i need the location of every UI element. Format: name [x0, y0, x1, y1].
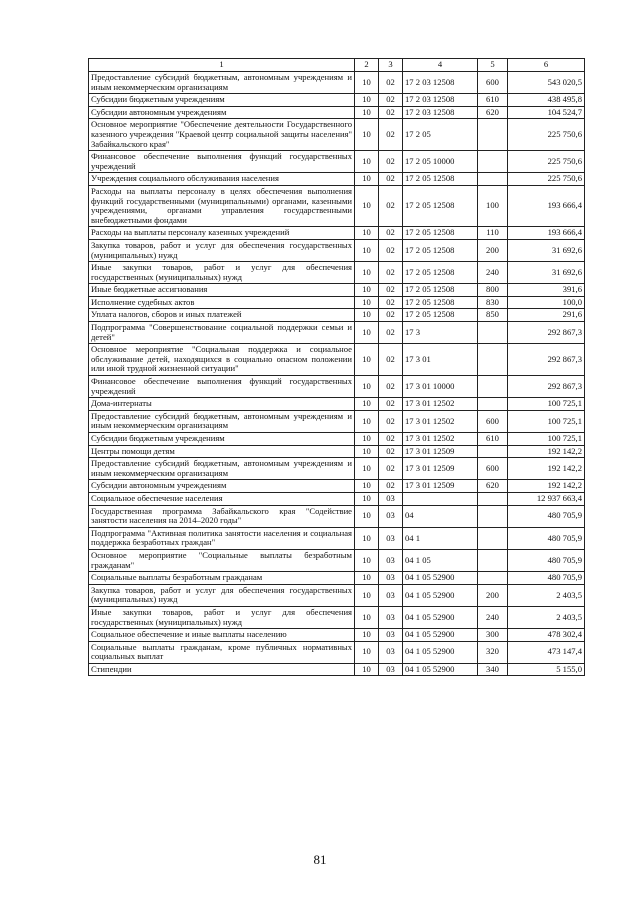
- row-name-cell: Расходы на выплаты персоналу в целях обеспечения выполнения функций государственными (муниципальными) органами, казенными учреждениями, органами управления государственными внебюджетными фондами: [89, 185, 355, 226]
- header-row: [89, 59, 585, 72]
- expense-type-code-cell: 200: [478, 239, 508, 261]
- subsection-code-cell: 02: [379, 480, 403, 493]
- column-header-5: 5: [478, 59, 508, 72]
- expense-type-code-cell: [478, 322, 508, 344]
- subsection-code-cell: 03: [379, 584, 403, 606]
- section-code-cell: 10: [355, 641, 379, 663]
- table-row: [89, 606, 585, 628]
- target-item-code-cell: [403, 492, 478, 505]
- subsection-code-cell: 02: [379, 173, 403, 186]
- expense-type-code-cell: 240: [478, 262, 508, 284]
- row-name-cell: Социальные выплаты гражданам, кроме публичных нормативных социальных выплат: [89, 641, 355, 663]
- amount-cell: 292 867,3: [508, 322, 585, 344]
- expense-type-code-cell: 620: [478, 106, 508, 119]
- expense-type-code-cell: 620: [478, 480, 508, 493]
- target-item-code-cell: 17 3 01 12502: [403, 398, 478, 411]
- expense-type-code-cell: 610: [478, 94, 508, 107]
- expense-type-code-cell: [478, 376, 508, 398]
- row-name-cell: Иные закупки товаров, работ и услуг для обеспечения государственных (муниципальных) нужд: [89, 606, 355, 628]
- amount-cell: 2 403,5: [508, 584, 585, 606]
- row-name-cell: Основное мероприятие "Социальная поддержка и социальное обслуживание детей, находящихся в социально опасном положении или иной трудной жизненной ситуации": [89, 344, 355, 376]
- table-row: [89, 151, 585, 173]
- table-row: [89, 572, 585, 585]
- target-item-code-cell: 17 2 05 12508: [403, 262, 478, 284]
- amount-cell: 104 524,7: [508, 106, 585, 119]
- section-code-cell: 10: [355, 584, 379, 606]
- row-name-cell: Предоставление субсидий бюджетным, автономным учреждениям и иным некоммерческим организациям: [89, 72, 355, 94]
- row-name-cell: Финансовое обеспечение выполнения функций государственных учреждений: [89, 151, 355, 173]
- table-row: [89, 296, 585, 309]
- table-row: [89, 376, 585, 398]
- expense-type-code-cell: 830: [478, 296, 508, 309]
- table-row: [89, 527, 585, 549]
- expense-type-code-cell: 850: [478, 309, 508, 322]
- expense-type-code-cell: 110: [478, 227, 508, 240]
- target-item-code-cell: 04 1 05 52900: [403, 663, 478, 676]
- target-item-code-cell: 17 2 03 12508: [403, 106, 478, 119]
- row-name-cell: Предоставление субсидий бюджетным, автономным учреждениям и иным некоммерческим организациям: [89, 458, 355, 480]
- target-item-code-cell: 17 3: [403, 322, 478, 344]
- section-code-cell: 10: [355, 309, 379, 322]
- section-code-cell: 10: [355, 492, 379, 505]
- amount-cell: 192 142,2: [508, 458, 585, 480]
- row-name-cell: Расходы на выплаты персоналу казенных учреждений: [89, 227, 355, 240]
- subsection-code-cell: 02: [379, 227, 403, 240]
- expense-type-code-cell: [478, 398, 508, 411]
- section-code-cell: 10: [355, 72, 379, 94]
- expense-type-code-cell: 240: [478, 606, 508, 628]
- target-item-code-cell: 17 3 01 12509: [403, 458, 478, 480]
- section-code-cell: 10: [355, 505, 379, 527]
- section-code-cell: 10: [355, 480, 379, 493]
- target-item-code-cell: 17 3 01: [403, 344, 478, 376]
- expense-type-code-cell: 300: [478, 629, 508, 642]
- section-code-cell: 10: [355, 663, 379, 676]
- amount-cell: 292 867,3: [508, 344, 585, 376]
- amount-cell: 480 705,9: [508, 549, 585, 571]
- table-row: [89, 641, 585, 663]
- subsection-code-cell: 02: [379, 239, 403, 261]
- expense-type-code-cell: [478, 492, 508, 505]
- target-item-code-cell: 17 2 05 12508: [403, 227, 478, 240]
- subsection-code-cell: 03: [379, 641, 403, 663]
- section-code-cell: 10: [355, 239, 379, 261]
- row-name-cell: Иные бюджетные ассигнования: [89, 284, 355, 297]
- expense-type-code-cell: 340: [478, 663, 508, 676]
- target-item-code-cell: 17 2 03 12508: [403, 94, 478, 107]
- amount-cell: 193 666,4: [508, 185, 585, 226]
- row-name-cell: Дома-интернаты: [89, 398, 355, 411]
- target-item-code-cell: 17 3 01 12509: [403, 445, 478, 458]
- target-item-code-cell: 04: [403, 505, 478, 527]
- amount-cell: 225 750,6: [508, 119, 585, 151]
- table-row: [89, 284, 585, 297]
- section-code-cell: 10: [355, 106, 379, 119]
- column-header-6: 6: [508, 59, 585, 72]
- section-code-cell: 10: [355, 296, 379, 309]
- table-row: [89, 185, 585, 226]
- row-name-cell: Закупка товаров, работ и услуг для обеспечения государственных (муниципальных) нужд: [89, 584, 355, 606]
- amount-cell: 192 142,2: [508, 480, 585, 493]
- subsection-code-cell: 02: [379, 72, 403, 94]
- subsection-code-cell: 02: [379, 344, 403, 376]
- amount-cell: 100 725,1: [508, 410, 585, 432]
- expense-type-code-cell: 800: [478, 284, 508, 297]
- row-name-cell: Субсидии автономным учреждениям: [89, 480, 355, 493]
- row-name-cell: Предоставление субсидий бюджетным, автономным учреждениям и иным некоммерческим организациям: [89, 410, 355, 432]
- section-code-cell: 10: [355, 173, 379, 186]
- row-name-cell: Иные закупки товаров, работ и услуг для обеспечения государственных (муниципальных) нужд: [89, 262, 355, 284]
- table-row: [89, 410, 585, 432]
- amount-cell: 12 937 663,4: [508, 492, 585, 505]
- target-item-code-cell: 04 1: [403, 527, 478, 549]
- amount-cell: 31 692,6: [508, 239, 585, 261]
- section-code-cell: 10: [355, 445, 379, 458]
- table-row: [89, 458, 585, 480]
- subsection-code-cell: 02: [379, 262, 403, 284]
- subsection-code-cell: 03: [379, 629, 403, 642]
- column-header-3: 3: [379, 59, 403, 72]
- subsection-code-cell: 03: [379, 606, 403, 628]
- table-row: [89, 629, 585, 642]
- row-name-cell: Финансовое обеспечение выполнения функций государственных учреждений: [89, 376, 355, 398]
- section-code-cell: 10: [355, 322, 379, 344]
- table-row: [89, 173, 585, 186]
- expense-type-code-cell: [478, 173, 508, 186]
- expense-type-code-cell: [478, 572, 508, 585]
- budget-table: [88, 58, 585, 676]
- subsection-code-cell: 02: [379, 322, 403, 344]
- expense-type-code-cell: [478, 119, 508, 151]
- table-row: [89, 445, 585, 458]
- amount-cell: 480 705,9: [508, 527, 585, 549]
- expense-type-code-cell: 100: [478, 185, 508, 226]
- expense-type-code-cell: [478, 151, 508, 173]
- subsection-code-cell: 02: [379, 410, 403, 432]
- amount-cell: 31 692,6: [508, 262, 585, 284]
- expense-type-code-cell: 600: [478, 72, 508, 94]
- target-item-code-cell: 17 2 05 12508: [403, 296, 478, 309]
- row-name-cell: Центры помощи детям: [89, 445, 355, 458]
- subsection-code-cell: 02: [379, 296, 403, 309]
- table-row: [89, 227, 585, 240]
- section-code-cell: 10: [355, 572, 379, 585]
- row-name-cell: Исполнение судебных актов: [89, 296, 355, 309]
- section-code-cell: 10: [355, 227, 379, 240]
- subsection-code-cell: 02: [379, 376, 403, 398]
- target-item-code-cell: 04 1 05 52900: [403, 629, 478, 642]
- subsection-code-cell: 02: [379, 309, 403, 322]
- table-row: [89, 549, 585, 571]
- amount-cell: 543 020,5: [508, 72, 585, 94]
- section-code-cell: 10: [355, 151, 379, 173]
- expense-type-code-cell: [478, 445, 508, 458]
- subsection-code-cell: 02: [379, 433, 403, 446]
- page-number: 81: [313, 852, 327, 867]
- subsection-code-cell: 03: [379, 505, 403, 527]
- target-item-code-cell: 17 2 05: [403, 119, 478, 151]
- expense-type-code-cell: [478, 505, 508, 527]
- section-code-cell: 10: [355, 629, 379, 642]
- expense-type-code-cell: 600: [478, 458, 508, 480]
- target-item-code-cell: 17 2 05 10000: [403, 151, 478, 173]
- section-code-cell: 10: [355, 185, 379, 226]
- subsection-code-cell: 02: [379, 445, 403, 458]
- section-code-cell: 10: [355, 458, 379, 480]
- row-name-cell: Подпрограмма "Совершенствование социальной поддержки семьи и детей": [89, 322, 355, 344]
- subsection-code-cell: 03: [379, 663, 403, 676]
- target-item-code-cell: 17 2 05 12508: [403, 185, 478, 226]
- amount-cell: 100 725,1: [508, 433, 585, 446]
- target-item-code-cell: 04 1 05: [403, 549, 478, 571]
- expense-type-code-cell: 600: [478, 410, 508, 432]
- column-header-1: 1: [89, 59, 355, 72]
- table-row: [89, 94, 585, 107]
- row-name-cell: Субсидии автономным учреждениям: [89, 106, 355, 119]
- table-row: [89, 663, 585, 676]
- row-name-cell: Государственная программа Забайкальского края "Содействие занятости населения на 2014–2020 годы": [89, 505, 355, 527]
- row-name-cell: Социальные выплаты безработным гражданам: [89, 572, 355, 585]
- amount-cell: 480 705,9: [508, 572, 585, 585]
- expense-type-code-cell: 610: [478, 433, 508, 446]
- subsection-code-cell: 02: [379, 458, 403, 480]
- column-header-2: 2: [355, 59, 379, 72]
- target-item-code-cell: 17 3 01 12502: [403, 433, 478, 446]
- section-code-cell: 10: [355, 119, 379, 151]
- table-row: [89, 584, 585, 606]
- subsection-code-cell: 02: [379, 398, 403, 411]
- amount-cell: 100,0: [508, 296, 585, 309]
- target-item-code-cell: 04 1 05 52900: [403, 584, 478, 606]
- amount-cell: 225 750,6: [508, 173, 585, 186]
- subsection-code-cell: 02: [379, 185, 403, 226]
- expense-type-code-cell: [478, 549, 508, 571]
- target-item-code-cell: 17 2 05 12508: [403, 284, 478, 297]
- table-row: [89, 344, 585, 376]
- section-code-cell: 10: [355, 344, 379, 376]
- table-row: [89, 239, 585, 261]
- target-item-code-cell: 17 2 05 12508: [403, 309, 478, 322]
- amount-cell: 225 750,6: [508, 151, 585, 173]
- section-code-cell: 10: [355, 549, 379, 571]
- amount-cell: 291,6: [508, 309, 585, 322]
- target-item-code-cell: 04 1 05 52900: [403, 606, 478, 628]
- subsection-code-cell: 02: [379, 284, 403, 297]
- subsection-code-cell: 03: [379, 549, 403, 571]
- table-header: [89, 59, 585, 72]
- row-name-cell: Социальное обеспечение населения: [89, 492, 355, 505]
- expense-type-code-cell: 200: [478, 584, 508, 606]
- table-row: [89, 433, 585, 446]
- subsection-code-cell: 02: [379, 106, 403, 119]
- amount-cell: 480 705,9: [508, 505, 585, 527]
- table-row: [89, 262, 585, 284]
- section-code-cell: 10: [355, 284, 379, 297]
- table-row: [89, 398, 585, 411]
- table-row: [89, 480, 585, 493]
- row-name-cell: Основное мероприятие "Обеспечение деятельности Государственного казенного учреждения "Краевой центр социальной защиты населения" Забайкальского края": [89, 119, 355, 151]
- expense-type-code-cell: 320: [478, 641, 508, 663]
- row-name-cell: Социальное обеспечение и иные выплаты населению: [89, 629, 355, 642]
- table-row: [89, 505, 585, 527]
- amount-cell: 478 302,4: [508, 629, 585, 642]
- target-item-code-cell: 17 3 01 12502: [403, 410, 478, 432]
- section-code-cell: 10: [355, 398, 379, 411]
- table-row: [89, 322, 585, 344]
- subsection-code-cell: 02: [379, 94, 403, 107]
- amount-cell: 473 147,4: [508, 641, 585, 663]
- amount-cell: 192 142,2: [508, 445, 585, 458]
- amount-cell: 2 403,5: [508, 606, 585, 628]
- section-code-cell: 10: [355, 433, 379, 446]
- table-row: [89, 492, 585, 505]
- row-name-cell: Уплата налогов, сборов и иных платежей: [89, 309, 355, 322]
- subsection-code-cell: 02: [379, 151, 403, 173]
- subsection-code-cell: 03: [379, 527, 403, 549]
- column-header-4: 4: [403, 59, 478, 72]
- target-item-code-cell: 17 2 05 12508: [403, 239, 478, 261]
- subsection-code-cell: 03: [379, 492, 403, 505]
- amount-cell: 100 725,1: [508, 398, 585, 411]
- section-code-cell: 10: [355, 527, 379, 549]
- amount-cell: 5 155,0: [508, 663, 585, 676]
- row-name-cell: Стипендии: [89, 663, 355, 676]
- section-code-cell: 10: [355, 262, 379, 284]
- row-name-cell: Субсидии бюджетным учреждениям: [89, 94, 355, 107]
- row-name-cell: Основное мероприятие "Социальные выплаты безработным гражданам": [89, 549, 355, 571]
- table-row: [89, 106, 585, 119]
- table-row: [89, 309, 585, 322]
- row-name-cell: Закупка товаров, работ и услуг для обеспечения государственных (муниципальных) нужд: [89, 239, 355, 261]
- amount-cell: 292 867,3: [508, 376, 585, 398]
- target-item-code-cell: 17 2 03 12508: [403, 72, 478, 94]
- amount-cell: 438 495,8: [508, 94, 585, 107]
- target-item-code-cell: 17 2 05 12508: [403, 173, 478, 186]
- subsection-code-cell: 03: [379, 572, 403, 585]
- subsection-code-cell: 02: [379, 119, 403, 151]
- expense-type-code-cell: [478, 527, 508, 549]
- target-item-code-cell: 17 3 01 12509: [403, 480, 478, 493]
- row-name-cell: Субсидии бюджетным учреждениям: [89, 433, 355, 446]
- target-item-code-cell: 04 1 05 52900: [403, 572, 478, 585]
- expense-type-code-cell: [478, 344, 508, 376]
- table-row: [89, 119, 585, 151]
- table-row: [89, 72, 585, 94]
- amount-cell: 193 666,4: [508, 227, 585, 240]
- row-name-cell: Подпрограмма "Активная политика занятости населения и социальная поддержка безработных граждан": [89, 527, 355, 549]
- section-code-cell: 10: [355, 94, 379, 107]
- section-code-cell: 10: [355, 376, 379, 398]
- target-item-code-cell: 04 1 05 52900: [403, 641, 478, 663]
- amount-cell: 391,6: [508, 284, 585, 297]
- row-name-cell: Учреждения социального обслуживания населения: [89, 173, 355, 186]
- section-code-cell: 10: [355, 410, 379, 432]
- section-code-cell: 10: [355, 606, 379, 628]
- table-body: [89, 72, 585, 676]
- target-item-code-cell: 17 3 01 10000: [403, 376, 478, 398]
